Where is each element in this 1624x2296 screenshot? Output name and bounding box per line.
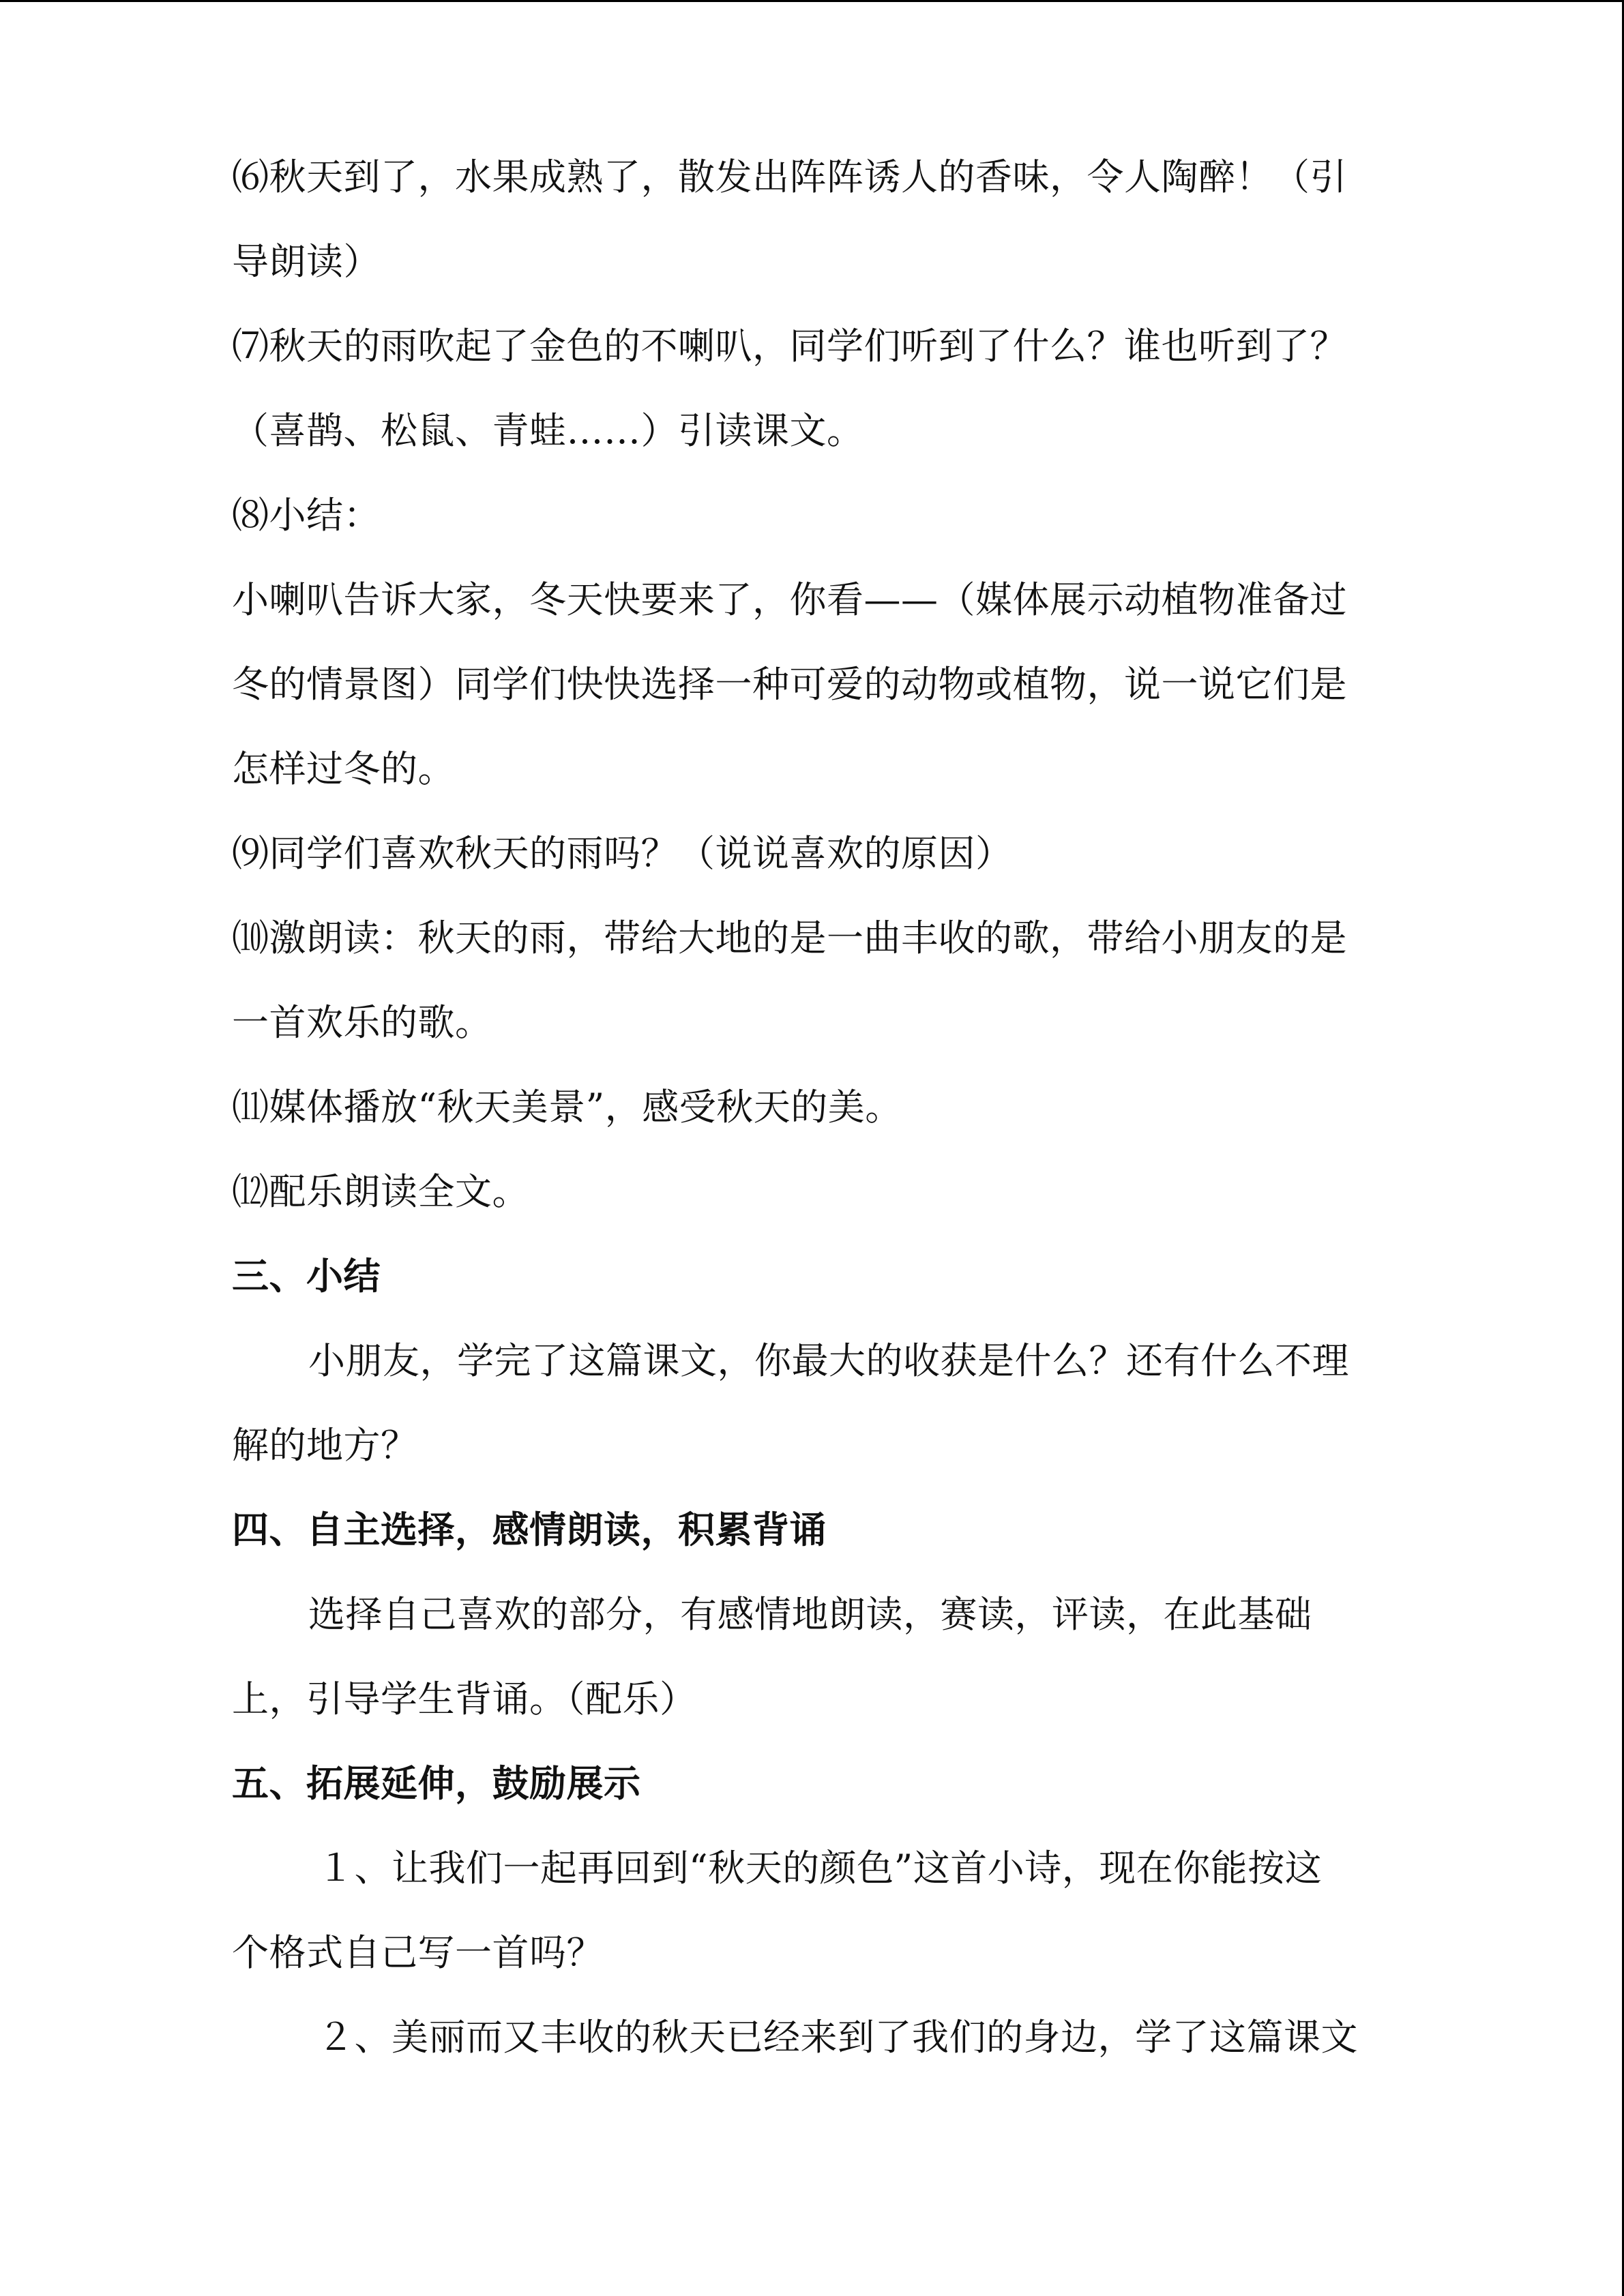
text-line-11-media: ⑾媒体播放“秋天美景”，感受秋天的美。	[232, 1086, 902, 1129]
text-line-6-cont: 导朗读）	[232, 240, 381, 283]
text-line-10-read: ⑽激朗读：秋天的雨，带给大地的是一曲丰收的歌，带给小朋友的是	[232, 916, 1347, 959]
text-line-10-cont: 一首欢乐的歌。	[232, 1001, 492, 1044]
text-line-winter-2: 冬的情景图）同学们快快选择一种可爱的动物或植物，说一说它们是	[232, 663, 1347, 706]
section-heading-choose: 四、自主选择，感情朗读，积累背诵	[232, 1508, 827, 1551]
text-line-summary-2: 解的地方？	[232, 1424, 418, 1467]
text-line-winter-3: 怎样过冬的。	[232, 747, 455, 790]
text-line-summary-1: 小朋友，学完了这篇课文，你最大的收获是什么？还有什么不理	[308, 1339, 1349, 1382]
section-heading-summary: 三、小结	[232, 1255, 381, 1298]
text-line-12-music: ⑿配乐朗读全文。	[232, 1170, 529, 1213]
text-line-7-cont: （喜鹊、松鼠、青蛙……）引读课文。	[232, 409, 864, 452]
section-heading-extend: 五、拓展延伸，鼓励展示	[232, 1762, 641, 1805]
text-line-choose-1: 选择自己喜欢的部分，有感情地朗读，赛读，评读，在此基础	[308, 1593, 1312, 1636]
text-line-7-trumpet: ⑺秋天的雨吹起了金色的不喇叭，同学们听到了什么？谁也听到了？	[232, 325, 1347, 368]
text-line-6-fruit: ⑹秋天到了，水果成熟了，散发出阵阵诱人的香味，令人陶醉！（引	[232, 155, 1347, 198]
text-line-extend-1: １、让我们一起再回到“秋天的颜色”这首小诗，现在你能按这	[317, 1847, 1323, 1890]
text-line-choose-2: 上，引导学生背诵。（配乐）	[232, 1678, 697, 1720]
text-line-9-like: ⑼同学们喜欢秋天的雨吗？（说说喜欢的原因）	[232, 832, 1013, 875]
page-top-border	[0, 0, 1624, 2]
text-line-8-summary: ⑻小结：	[232, 494, 381, 537]
text-line-extend-1-cont: 个格式自己写一首吗？	[232, 1931, 604, 1974]
text-line-winter-1: 小喇叭告诉大家，冬天快要来了，你看——（媒体展示动植物准备过	[232, 578, 1347, 621]
text-line-extend-2: ２、美丽而又丰收的秋天已经来到了我们的身边，学了这篇课文	[317, 2016, 1358, 2059]
